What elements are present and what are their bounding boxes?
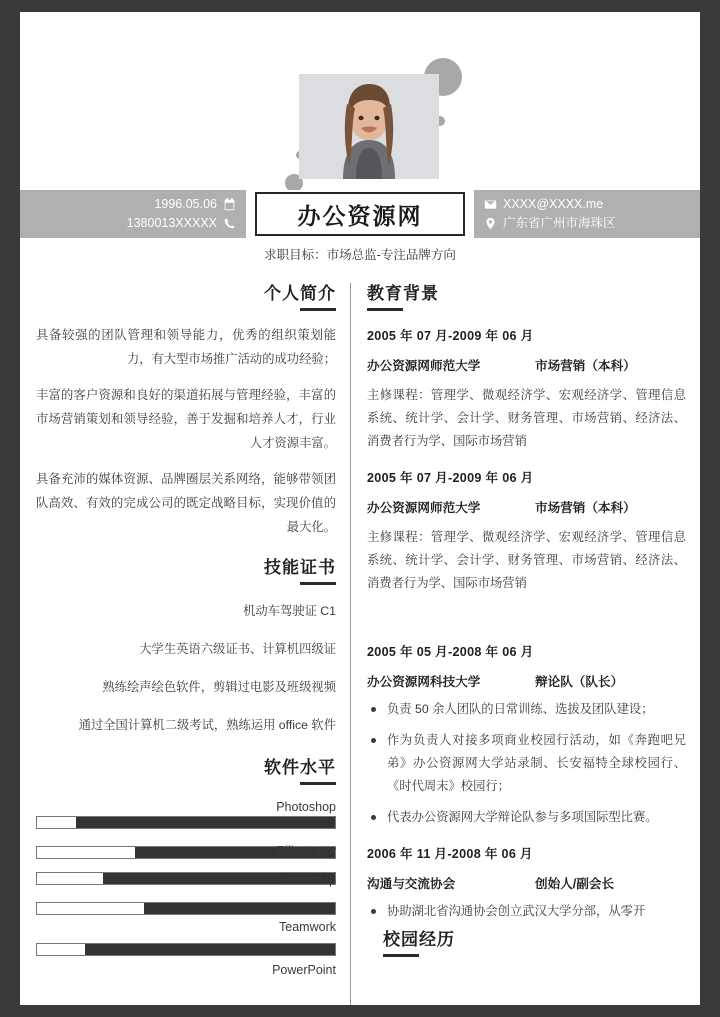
address-row xyxy=(484,214,616,233)
skill-label: Rillustrator xyxy=(276,844,336,858)
skill-label: Photoshop xyxy=(276,800,336,814)
skill-bar-fill xyxy=(76,817,335,828)
skill-item xyxy=(36,843,336,859)
skill-item xyxy=(36,902,336,936)
phone-row xyxy=(127,214,236,233)
phone-text: 1380013XXXXX xyxy=(126,216,217,230)
right-column xyxy=(351,279,700,1005)
section-title-campus: 校园经历 xyxy=(383,925,700,957)
left-column xyxy=(20,279,350,1005)
education-major: 市场营销（本科） xyxy=(535,501,636,515)
skill-label: leadership xyxy=(278,873,336,887)
profile-paragraph: 具备充沛的媒体资源、品牌圈层关系网络，能够带领团队高效、有效的完成公司的既定战略目标，实现价值的最大化。 xyxy=(36,472,336,534)
campus-org: 沟通与交流协会 xyxy=(367,877,456,891)
section-title-certificates: 技能证书 xyxy=(36,553,336,585)
campus-org: 办公资源网科技大学 xyxy=(367,675,481,689)
contact-left xyxy=(20,190,246,238)
skill-bar xyxy=(36,902,336,915)
calendar-icon xyxy=(223,198,236,211)
skill-item xyxy=(36,872,336,889)
address-text: 广东省广州市海珠区 xyxy=(503,216,616,230)
section-title-software: 软件水平 xyxy=(36,753,336,785)
campus-bullet-list xyxy=(367,698,686,829)
education-courses: 主修课程：管理学、微观经济学、宏观经济学、管理信息系统、统计学、会计学、财务管理、市场营销、经济法、消费者行为学、国际市场营销 xyxy=(367,388,686,448)
campus-role: 辩论队（队长） xyxy=(535,675,624,689)
campus-entry xyxy=(367,843,686,923)
list-item: 作为负责人对接多项商业校园行活动，如《奔跑吧兄弟》办公资源网大学站录制、长安福特全球校园行、《时代周末》校园行； xyxy=(367,729,686,798)
phone-icon xyxy=(223,217,236,230)
education-courses: 主修课程：管理学、微观经济学、宏观经济学、管理信息系统、统计学、会计学、财务管理、市场营销、经济法、消费者行为学、国际市场营销 xyxy=(367,530,686,590)
portrait-photo xyxy=(299,74,439,179)
skill-bar xyxy=(36,943,336,956)
skill-item xyxy=(36,799,336,829)
section-title-education: 教育背景 xyxy=(367,279,686,311)
certificate-item: 通过全国计算机二级考试，熟练运用 office 软件 xyxy=(78,718,336,732)
skill-label: PowerPoint xyxy=(272,963,336,977)
skill-item xyxy=(36,943,336,979)
skill-label: Teamwork xyxy=(279,920,336,934)
section-title-profile: 个人简介 xyxy=(36,279,336,311)
certificate-item: 机动车驾驶证 C1 xyxy=(243,604,336,618)
campus-org-row xyxy=(367,873,686,892)
campus-date: 2005 年 05 月-2008 年 06 月 xyxy=(367,645,534,659)
photo-header xyxy=(20,12,700,190)
campus-org-row xyxy=(367,671,686,690)
location-icon xyxy=(484,217,497,230)
education-date: 2005 年 07 月-2009 年 06 月 xyxy=(367,471,534,485)
skill-bar xyxy=(36,816,336,829)
campus-bullet-list xyxy=(367,900,686,923)
list-item: 负责 50 余人团队的日常训练、选拔及团队建设； xyxy=(367,698,686,721)
contact-band xyxy=(20,190,700,238)
education-major: 市场营销（本科） xyxy=(535,359,636,373)
list-item: 协助湖北省沟通协会创立武汉大学分部，从零开 xyxy=(367,900,686,923)
skill-bar-fill xyxy=(144,903,335,914)
skill-bar-fill xyxy=(85,944,335,955)
certificate-item: 大学生英语六级证书、计算机四级证 xyxy=(139,642,336,656)
education-school: 办公资源网师范大学 xyxy=(367,359,481,373)
name-box xyxy=(246,190,474,238)
campus-role: 创始人/副会长 xyxy=(535,877,615,891)
list-item: 代表办公资源网大学辩论队参与多项国际型比赛。 xyxy=(367,806,686,829)
profile-paragraph: 具备较强的团队管理和领导能力，优秀的组织策划能力，有大型市场推广活动的成功经验； xyxy=(36,328,336,366)
email-text: XXXX@XXXX.me xyxy=(503,197,604,211)
education-entry xyxy=(367,467,686,595)
education-org-row xyxy=(367,355,686,374)
job-objective: 求职目标：市场总监-专注品牌方向 xyxy=(264,248,456,262)
resume-body xyxy=(20,263,700,1005)
education-school: 办公资源网师范大学 xyxy=(367,501,481,515)
birthdate-row xyxy=(154,195,236,214)
education-org-row xyxy=(367,497,686,516)
campus-entry xyxy=(367,641,686,829)
skill-bar-list xyxy=(36,799,336,979)
mail-icon xyxy=(484,198,497,211)
page-title: 办公资源网 xyxy=(255,192,465,236)
resume-page xyxy=(20,12,700,1005)
birthdate-text: 1996.05.06 xyxy=(154,197,217,211)
campus-date: 2006 年 11 月-2008 年 06 月 xyxy=(367,847,533,861)
education-entry xyxy=(367,325,686,453)
email-row xyxy=(484,195,603,214)
contact-right xyxy=(474,190,700,238)
profile-paragraph: 丰富的客户资源和良好的渠道拓展与管理经验，丰富的市场营销策划和领导经验，善于发掘和培养人才，行业人才资源丰富。 xyxy=(36,388,336,450)
education-date: 2005 年 07 月-2009 年 06 月 xyxy=(367,329,534,343)
avatar xyxy=(299,74,439,179)
certificate-item: 熟练绘声绘色软件，剪辑过电影及班级视频 xyxy=(102,680,336,694)
